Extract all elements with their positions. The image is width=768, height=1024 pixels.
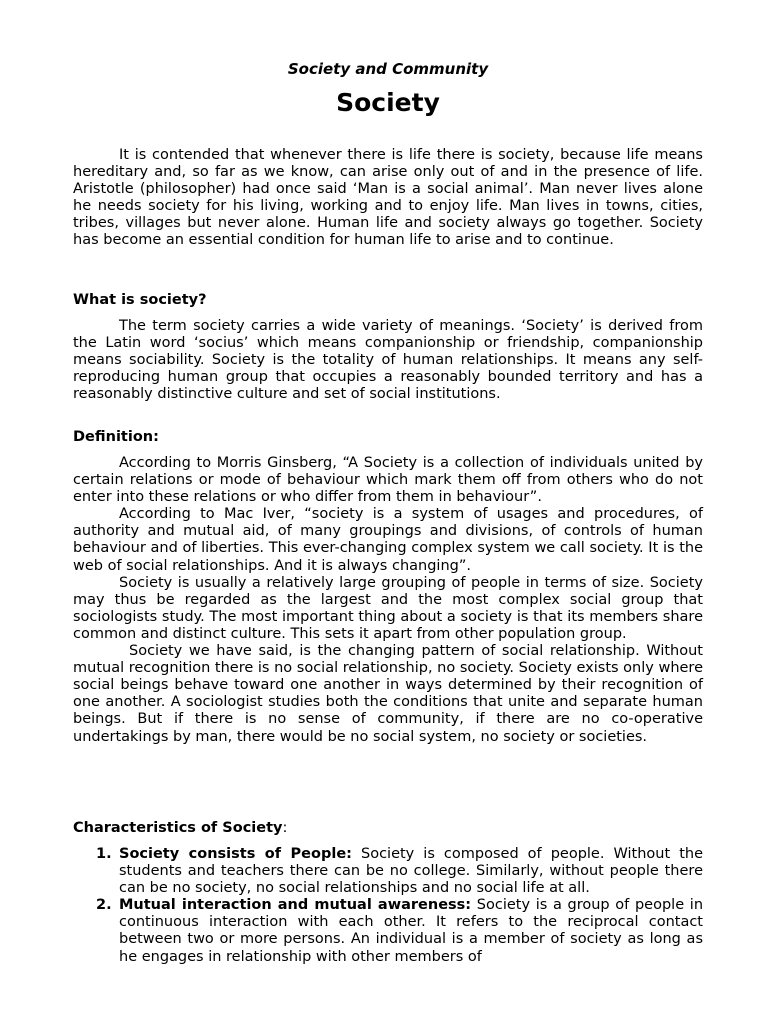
characteristics-heading (73, 820, 703, 837)
document-subtitle: Society and Community (287, 60, 489, 78)
what-is-society-heading: What is society? (73, 292, 207, 308)
list-item-lead: Society consists of People: (119, 846, 352, 862)
characteristics-heading-colon: : (282, 820, 288, 836)
characteristics-heading-text: Characteristics of Society (73, 820, 283, 836)
definition-paragraph: According to Mac Iver, “society is a system of usages and procedures, of authority and mutual aid, of many groupings and divisions, of controls of human behaviour and of liberties. This ever-changing complex system we call society. It is the web of social relationships. And it is always changing”. (73, 506, 703, 574)
definition-heading: Definition: (73, 429, 159, 445)
document-title: Society (336, 88, 440, 117)
intro-section (73, 147, 703, 250)
list-item-text: Society is composed of people. Without the students and teachers there can be no college. Similarly, without people there can be no society, no social relationships and no social life at all. (119, 846, 703, 897)
list-item (73, 846, 703, 897)
definition-section (73, 429, 703, 746)
definition-paragraph: Society we have said, is the changing pattern of social relationship. Without mutual recognition there is no social relationship, no society. Society exists only where social beings behave toward one another in ways determined by their recognition of one another. A sociologist studies both the conditions that unite and separate human beings. But if there is no sense of community, if there are no co-operative undertakings by man, there would be no social system, no society or societies. (73, 643, 703, 745)
definition-paragraph: Society is usually a relatively large grouping of people in terms of size. Society may thus be regarded as the largest and the most complex social group that sociologists study. The most important thing about a society is that its members share common and distinct culture. This sets it apart from other population group. (73, 574, 703, 642)
definition-paragraph: According to Morris Ginsberg, “A Society is a collection of individuals united by certain relations or mode of behaviour which mark them off from others who do not enter into these relations or who differ from them in behaviour”. (73, 455, 703, 506)
list-item-lead: Mutual interaction and mutual awareness: (119, 897, 472, 914)
what-is-society-section (73, 292, 703, 403)
characteristics-list (73, 846, 703, 966)
list-item (73, 897, 703, 965)
list-item-text: Society is a group of people in continuous interaction with each other. It refers to the reciprocal contact between two or more persons. An individual is a member of society as long as he engages in relationship with other members of (119, 897, 704, 965)
list-item-number: 2. (96, 897, 112, 914)
what-is-society-paragraph: The term society carries a wide variety of meanings. ‘Society’ is derived from the Latin word ‘socius’ which means companionship or friendship, companionship means sociability. Society is the totality of human relationships. It means any self-reproducing human group that occupies a reasonably bounded territory and has a reasonably distinctive culture and set of social institutions. (73, 318, 703, 403)
intro-paragraph: It is contended that whenever there is life there is society, because life means hereditary and, so far as we know, can arise only out of and in the presence of life. Aristotle (philosopher) had once said ‘Man is a social animal’. Man never lives alone he needs society for his living, working and to enjoy life. Man lives in towns, cities, tribes, villages but never alone. Human life and society always go together. Society has become an essential condition for human life to arise and to continue. (73, 147, 703, 249)
list-item-number: 1. (96, 846, 112, 862)
characteristics-section (73, 820, 703, 837)
